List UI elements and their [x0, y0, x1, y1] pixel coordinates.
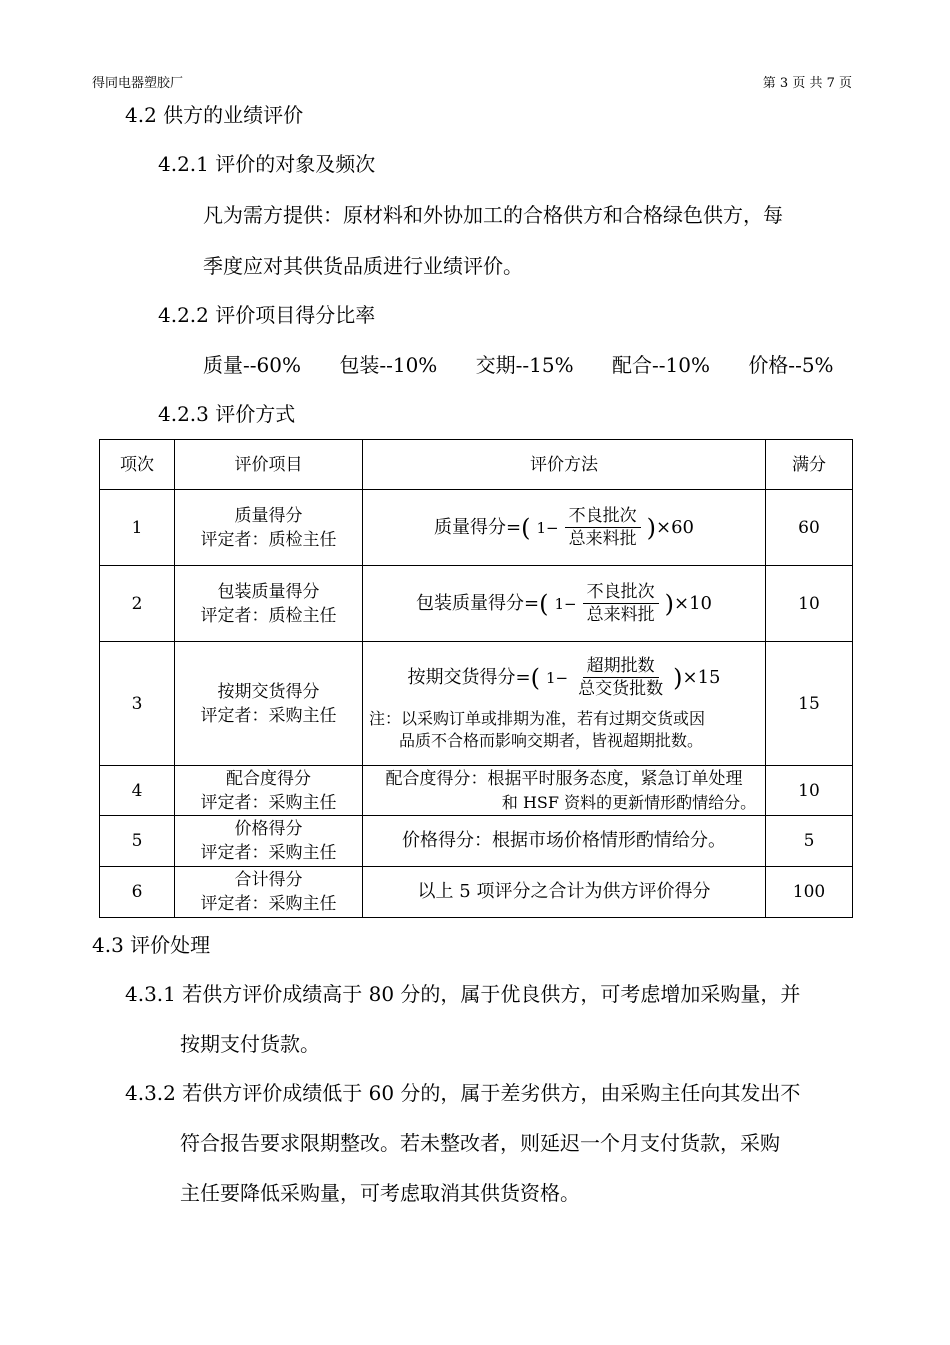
row-item: [175, 766, 363, 816]
row-no: 6: [100, 867, 175, 918]
row-no: 4: [100, 766, 175, 816]
item-evaluator: 评定者：质检主任: [200, 605, 337, 626]
formula: [416, 581, 712, 626]
formula-fraction: [565, 505, 641, 550]
row-item: [175, 867, 363, 918]
formula-fraction: [583, 581, 659, 626]
formula-multiplier: ×60: [655, 516, 694, 538]
section-4-3-2-line3: 主任要降低采购量，可考虑取消其供货资格。: [180, 1181, 580, 1205]
ratio-quality: 质量--60%: [203, 353, 301, 377]
row-no: 2: [100, 566, 175, 642]
formula-lhs: 质量得分=: [434, 516, 522, 538]
item-evaluator: 评定者：采购主任: [200, 894, 337, 914]
formula-fraction: [574, 655, 667, 700]
item-name: 质量得分: [234, 505, 303, 526]
formula-paren-open: (: [521, 513, 531, 542]
item-name: 合计得分: [234, 870, 303, 890]
row-no: 3: [100, 642, 175, 766]
header-item: 评价项目: [175, 440, 363, 490]
table-row: [100, 566, 853, 642]
row-no: 5: [100, 816, 175, 867]
ratio-cooperation: 配合--10%: [611, 353, 710, 377]
fraction-denominator: 总来料批: [568, 529, 637, 549]
row-method: 以上 5 项评分之合计为供方评价得分: [363, 867, 766, 918]
table-row: [100, 816, 853, 867]
section-4-3-2-line2: 符合报告要求限期整改。若未整改者，则延迟一个月支付货款，采购: [180, 1131, 780, 1155]
score-ratios: [203, 349, 834, 378]
formula-multiplier: ×15: [682, 666, 721, 688]
note-line1: 注：以采购订单或排期为准，若有过期交货或因: [369, 709, 706, 728]
item-name: 价格得分: [234, 819, 303, 839]
table-header-row: [100, 440, 853, 490]
method-line1: 配合度得分：根据平时服务态度，紧急订单处理: [385, 768, 743, 789]
header-method: 评价方法: [363, 440, 766, 490]
table-row: [100, 642, 853, 766]
formula-lhs: 按期交货得分=: [407, 666, 531, 688]
row-score: 15: [766, 642, 853, 766]
item-evaluator: 评定者：采购主任: [200, 705, 337, 726]
formula-one: 1−: [554, 594, 577, 613]
formula-paren-close: ): [664, 589, 674, 618]
header-score: 满分: [766, 440, 853, 490]
item-evaluator: 评定者：质检主任: [200, 529, 337, 550]
section-4-2-1-title: 4.2.1 评价的对象及频次: [158, 152, 376, 176]
note-line2: 品质不合格而影响交期者，皆视超期批数。: [399, 731, 704, 750]
section-4-3-1-line1: 4.3.1 若供方评价成绩高于 80 分的，属于优良供方，可考虑增加采购量，并: [125, 982, 801, 1006]
section-4-2-1-line2: 季度应对其供货品质进行业绩评价。: [203, 254, 523, 278]
formula-paren-open: (: [530, 663, 540, 692]
formula: [434, 505, 694, 550]
row-method: [363, 766, 766, 816]
section-4-3-1-line2: 按期支付货款。: [180, 1032, 320, 1056]
section-4-2-2-title: 4.2.2 评价项目得分比率: [158, 303, 376, 327]
fraction-numerator: 不良批次: [583, 581, 659, 604]
row-score: 10: [766, 766, 853, 816]
ratio-delivery: 交期--15%: [475, 353, 574, 377]
item-name: 配合度得分: [226, 768, 311, 789]
ratio-price: 价格--5%: [748, 353, 834, 377]
formula-paren-open: (: [539, 589, 549, 618]
row-no: 1: [100, 490, 175, 566]
row-item: [175, 490, 363, 566]
formula-lhs: 包装质量得分=: [416, 592, 540, 614]
row-item: [175, 566, 363, 642]
formula-one: 1−: [545, 668, 569, 687]
item-name: 包装质量得分: [217, 581, 320, 602]
table-row: [100, 867, 853, 918]
table-row: [100, 766, 853, 816]
row-method: 价格得分：根据市场价格情形酌情给分。: [363, 816, 766, 867]
row-score: 5: [766, 816, 853, 867]
formula-paren-close: ): [646, 513, 656, 542]
method-note: [363, 708, 765, 752]
fraction-numerator: 超期批数: [583, 655, 659, 678]
header-page-info: 第 3 页 共 7 页: [762, 76, 852, 91]
row-method: [363, 490, 766, 566]
row-method: [363, 642, 766, 766]
header-no: 项次: [100, 440, 175, 490]
row-score: 100: [766, 867, 853, 918]
fraction-denominator: 总来料批: [586, 605, 655, 625]
row-method: [363, 566, 766, 642]
formula-paren-close: ): [673, 663, 683, 692]
section-4-3-2-line1: 4.3.2 若供方评价成绩低于 60 分的，属于差劣供方，由采购主任向其发出不: [125, 1081, 801, 1105]
section-4-2-1-line1: 凡为需方提供：原材料和外协加工的合格供方和合格绿色供方，每: [203, 203, 783, 227]
section-4-3-title: 4.3 评价处理: [92, 933, 211, 957]
fraction-denominator: 总交货批数: [578, 679, 664, 699]
method-line2: 和 HSF 资料的更新情形酌情给分。: [501, 792, 757, 812]
header-company: 得同电器塑胶厂: [92, 76, 184, 91]
formula: [408, 655, 721, 700]
section-4-2-3-title: 4.2.3 评价方式: [158, 402, 296, 426]
formula-multiplier: ×10: [673, 592, 712, 614]
row-score: 60: [766, 490, 853, 566]
item-evaluator: 评定者：采购主任: [200, 792, 337, 813]
table-row: [100, 490, 853, 566]
row-item: [175, 642, 363, 766]
item-name: 按期交货得分: [217, 681, 320, 702]
ratio-packaging: 包装--10%: [339, 353, 438, 377]
evaluation-table: [99, 439, 853, 918]
formula-one: 1−: [536, 518, 559, 537]
row-score: 10: [766, 566, 853, 642]
fraction-numerator: 不良批次: [565, 505, 641, 528]
section-4-2-title: 4.2 供方的业绩评价: [125, 103, 304, 127]
row-item: [175, 816, 363, 867]
item-evaluator: 评定者：采购主任: [200, 843, 337, 863]
